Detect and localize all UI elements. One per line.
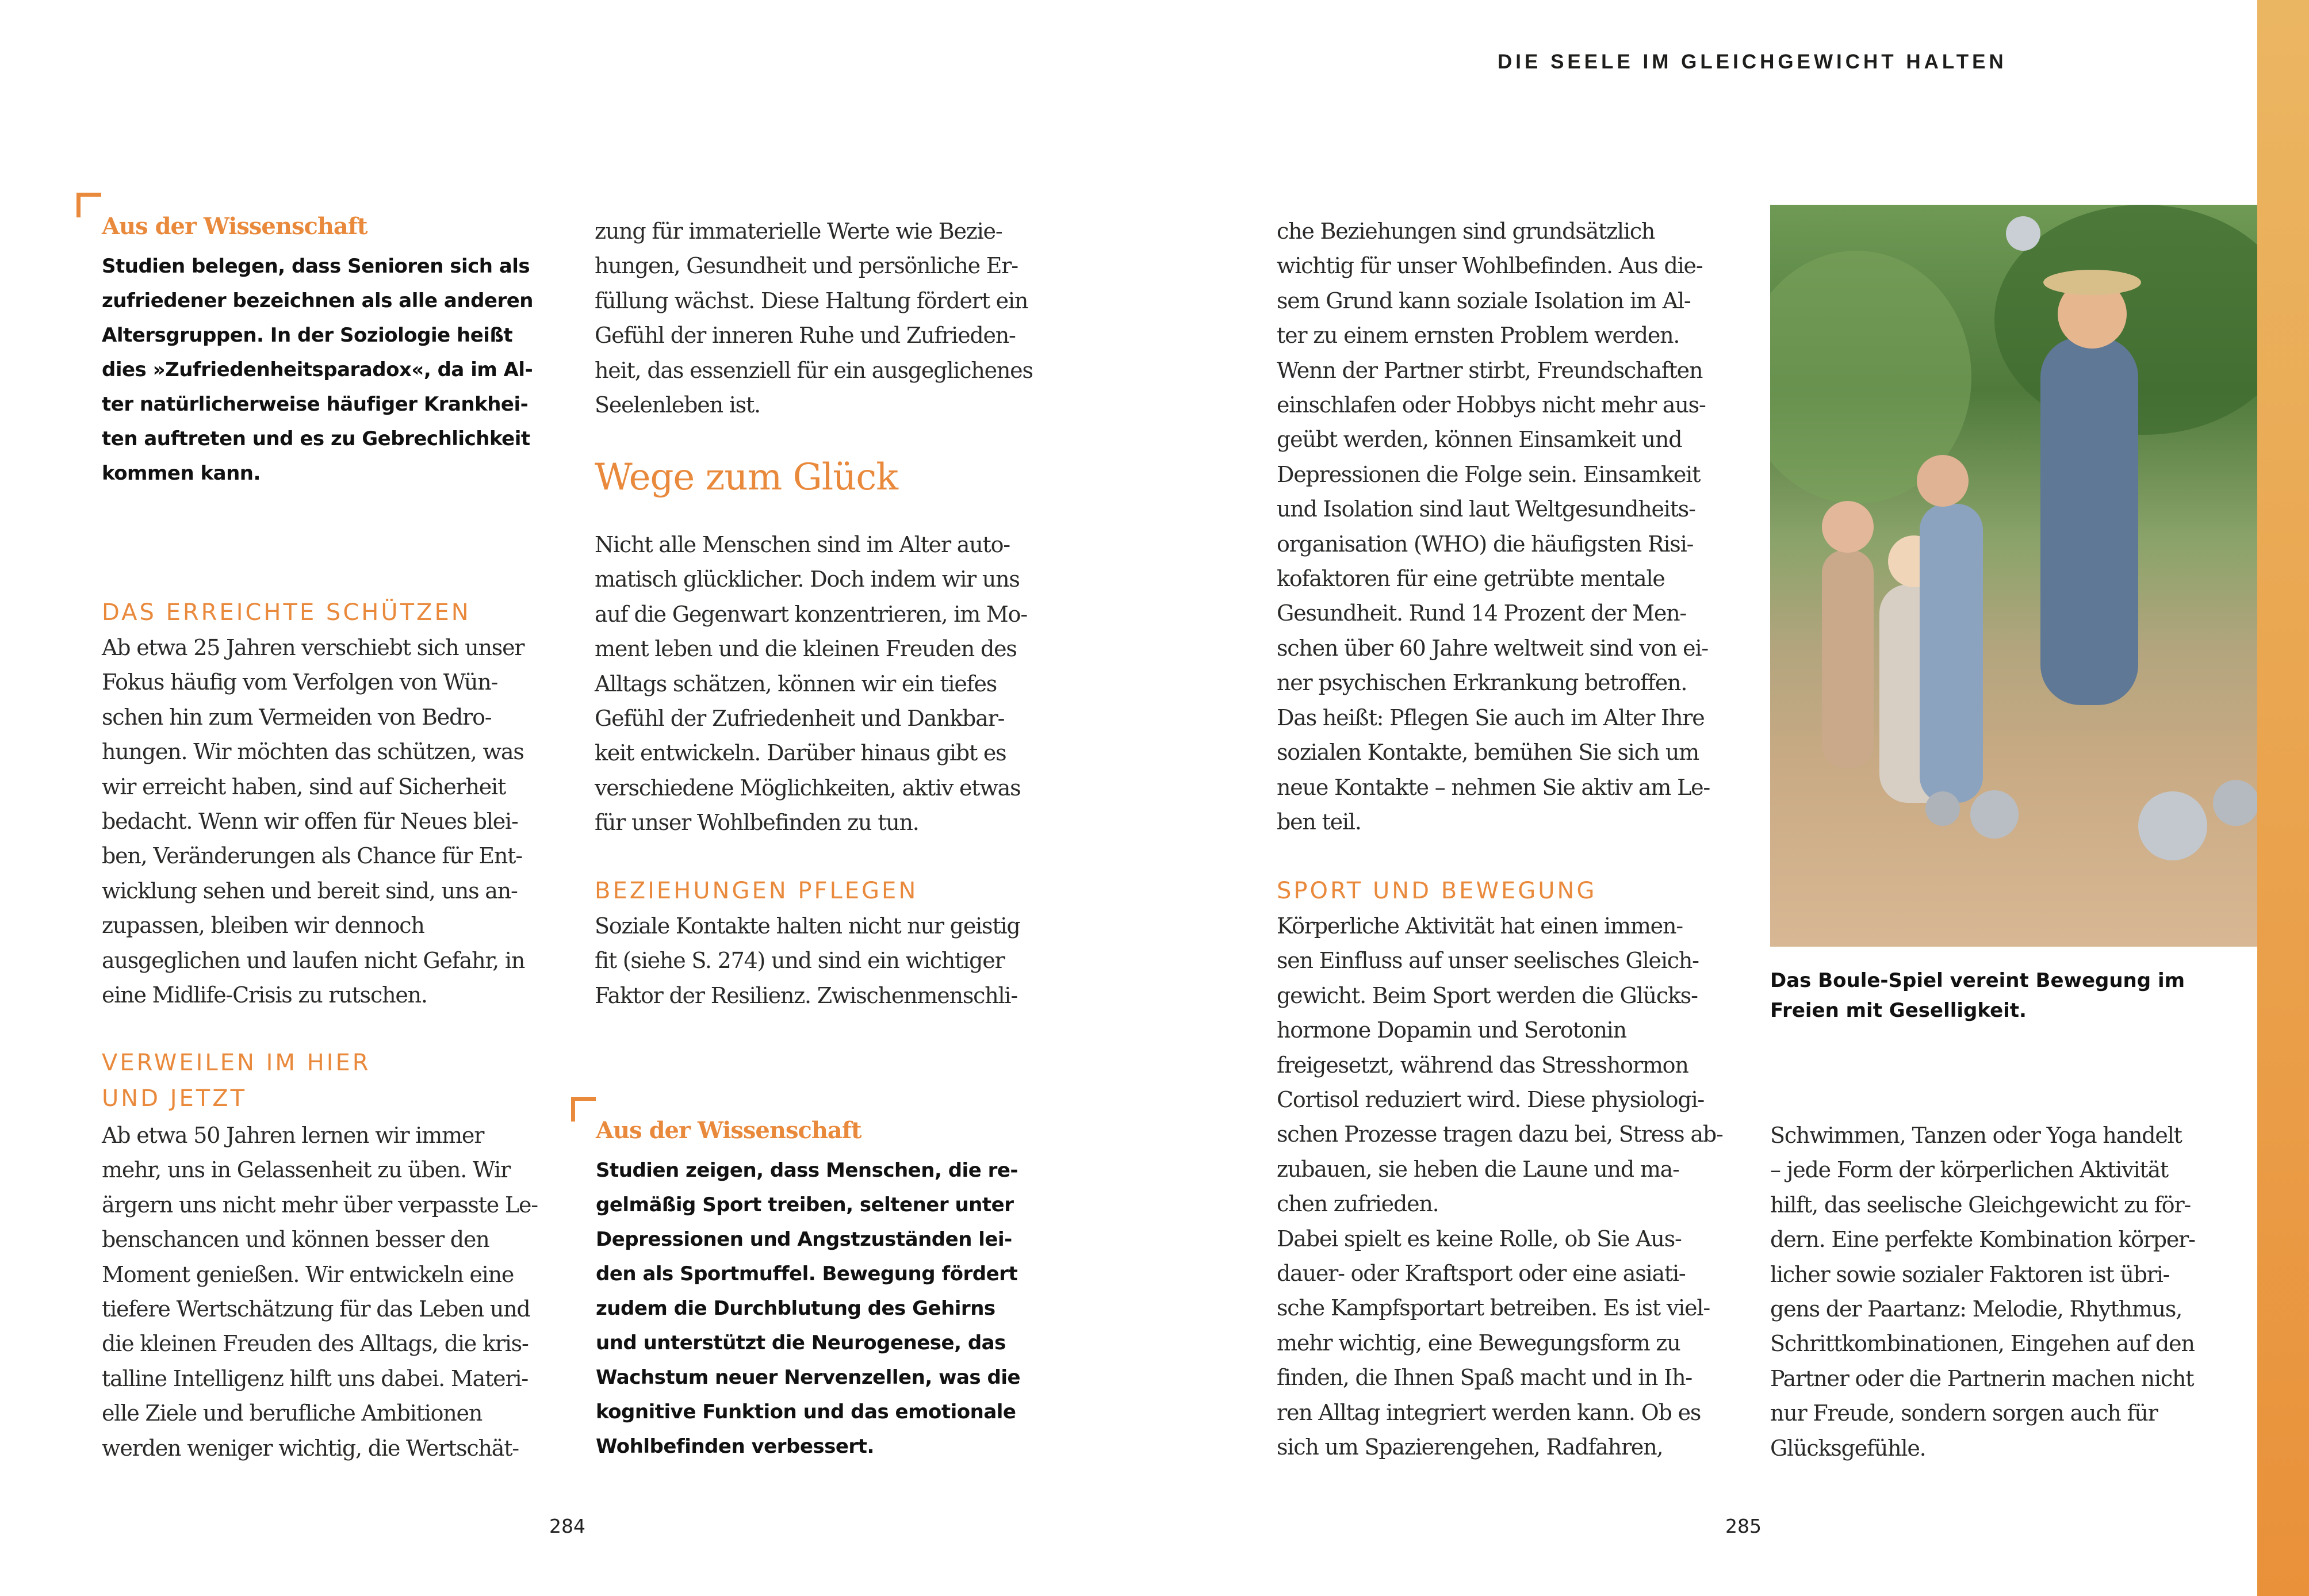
section-heading: SPORT UND BEWEGUNG <box>1277 878 1597 904</box>
running-header: DIE SEELE IM GLEICHGEWICHT HALTEN <box>1498 51 2007 73</box>
body-text: che Beziehungen sind grundsätzlich wichtig für unser Wohlbefinden. Aus die- sem Grund kann soziale Isolation im Al- ter zu einem ernsten Problem werden. Wenn der Partner stirbt, Freundschaften einschlafen oder Hobbys nicht mehr aus- geübt werden, können Einsamkeit und Depressionen die Folge sein. Einsamkeit und Isolation sind laut Weltgesundheits- organisation (WHO) die häufigsten Risi- kofaktoren für eine getrübte mentale Gesundheit. Rund 14 Prozent der Men- schen über 60 Jahre weltweit sind von ei- ner psychischen Erkrankung betroffen. Das heißt: Pflegen Sie auch im Alter Ihre sozialen Kontakte, bemühen Sie sich um neue Kontakte – nehmen Sie aktiv am Le- ben teil. <box>1277 219 1710 835</box>
body-text: Körperliche Aktivität hat einen immen- sen Einfluss auf unser seelisches Gleich- gewicht. Beim Sport werden die Glücks- hormone Dopamin und Serotonin freigesetzt, während das Stresshormon Cortisol reduziert wird. Diese physiologi- schen Prozesse tragen dazu bei, Stress ab- zubauen, sie heben die Laune und ma- chen zufrieden. Dabei spielt es keine Rolle, ob Sie Aus- dauer- oder Kraftsport oder eine asiati- sche Kampfsportart betreiben. Es ist viel- mehr wichtig, eine Bewegungsform zu finden, die Ihnen Spaß macht und in Ih- ren Alltag integriert werden kann. Ob es sich um Spazierengehen, Radfahren, <box>1277 913 1723 1460</box>
box-corner-mark <box>571 1097 596 1122</box>
page-number: 285 <box>1725 1515 1762 1537</box>
boule-photo <box>1770 205 2257 947</box>
body-text: zung für immaterielle Werte wie Bezie- hungen, Gesundheit und persönliche Er- füllung wächst. Diese Haltung fördert ein Gefühl der inneren Ruhe und Zufrieden- heit, das essenziell für ein ausgeglichenes Seelenleben ist. <box>595 219 1033 418</box>
body-text: Ab etwa 25 Jahren verschiebt sich unser Fokus häufig vom Verfolgen von Wün- schen hin zum Vermeiden von Bedro- hungen. Wir möchten das schützen, was wir erreicht haben, sind auf Sicherheit bedacht. Wenn wir offen für Neues blei- ben, Veränderungen als Chance für Ent- wicklung sehen und bereit sind, uns an- zupassen, bleiben wir dennoch ausgeglichen und laufen nicht Gefahr, in eine Midlife-Crisis zu rutschen. <box>102 635 525 1008</box>
box-corner-mark <box>76 193 101 217</box>
section-heading: VERWEILEN IM HIER UND JETZT <box>102 1050 371 1112</box>
science-box-title: Aus der Wissenschaft <box>102 213 367 240</box>
page-number: 284 <box>549 1515 585 1537</box>
chapter-heading: Wege zum Glück <box>595 456 898 499</box>
science-box-text: Studien zeigen, dass Menschen, die re- gelmäßig Sport treiben, seltener unter Depressionen und Angstzuständen lei- den als Sportmuffel. Bewegung fördert zudem die Durchblutung des Gehirns und unterstützt die Neurogenese, das Wachstum neuer Nervenzellen, was die kognitive Funktion und das emotionale Wohlbefinden verbessert. <box>596 1159 1021 1458</box>
science-box-text: Studien belegen, dass Senioren sich als zufriedener bezeichnen als alle anderen Altersgruppen. In der Soziologie heißt dies »Zufriedenheitsparadox«, da im Al- ter natürlicherweise häufiger Krankhei- ten auftreten und es zu Gebrechlichkeit kommen kann. <box>102 255 533 485</box>
section-heading: DAS ERREICHTE SCHÜTZEN <box>102 599 471 626</box>
section-heading: BEZIEHUNGEN PFLEGEN <box>595 878 918 904</box>
body-text: Soziale Kontakte halten nicht nur geistig fit (siehe S. 274) und sind ein wichtiger Faktor der Resilienz. Zwischenmenschli- <box>595 913 1020 1008</box>
body-text: Nicht alle Menschen sind im Alter auto- matisch glücklicher. Doch indem wir uns auf die Gegenwart konzentrieren, im Mo- ment leben und die kleinen Freuden des Alltags schätzen, können wir ein tiefes Gefühl der Zufriedenheit und Dankbar- keit entwickeln. Darüber hinaus gibt es verschiedene Möglichkeiten, aktiv etwas für unser Wohlbefinden zu tun. <box>595 532 1027 836</box>
body-text: Ab etwa 50 Jahren lernen wir immer mehr, uns in Gelassenheit zu üben. Wir ärgern uns nicht mehr über verpasste Le- benschancen und können besser den Moment genießen. Wir entwickeln eine tiefere Wertschätzung für das Leben und die kleinen Freuden des Alltags, die kris- talline Intelligenz hilft uns dabei. Materi- elle Ziele und berufliche Ambitionen werden weniger wichtig, die Wertschät- <box>102 1123 538 1461</box>
boule-players-illustration <box>1770 205 2257 947</box>
body-text: Schwimmen, Tanzen oder Yoga handelt – jede Form der körperlichen Aktivität hilft, das seelische Gleichgewicht zu för- dern. Eine perfekte Kombination körper- licher sowie sozialer Faktoren ist übri- gens der Paartanz: Melodie, Rhythmus, Schrittkombinationen, Eingehen auf den Partner oder die Partnerin machen nicht nur Freude, sondern sorgen auch für Glücksgefühle. <box>1770 1123 2195 1461</box>
photo-caption: Das Boule-Spiel vereint Bewegung im Freien mit Geselligkeit. <box>1770 969 2185 1022</box>
chapter-color-tab <box>2257 0 2309 1596</box>
science-box-title: Aus der Wissenschaft <box>596 1117 861 1144</box>
